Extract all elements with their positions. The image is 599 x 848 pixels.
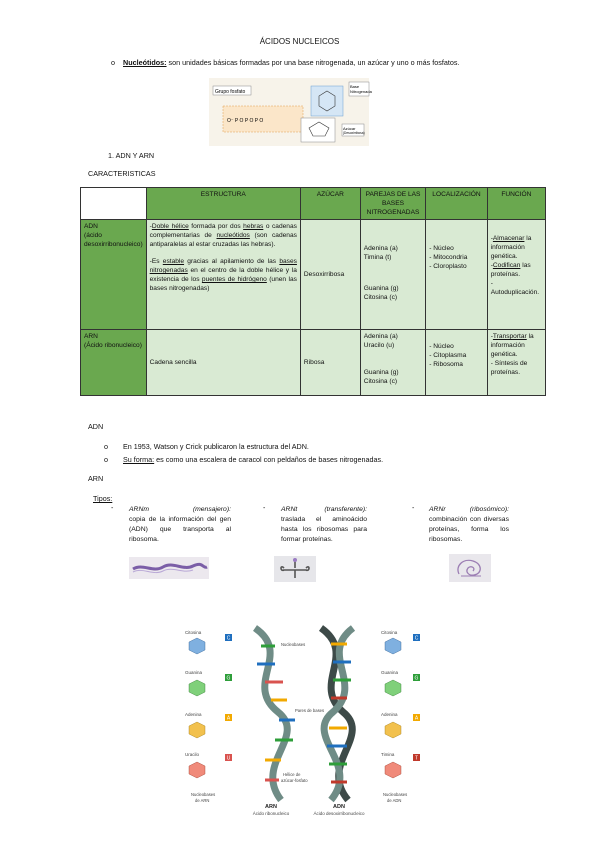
svg-text:Azúcar: Azúcar <box>343 126 356 131</box>
left-base-0: Citosina <box>185 630 202 635</box>
adn-bullet-1: En 1953, Watson y Crick publicaron la estructura del ADN. <box>123 442 309 451</box>
adn-bullet-2: Su forma: es como una escalera de caracol con peldaños de bases nitrogenadas. <box>123 455 384 464</box>
svg-text:A: A <box>414 715 419 722</box>
arn-localizacion: - Núcleo - Citoplasma - Ribosoma <box>426 330 487 396</box>
adn-bullet-2-marker: o <box>104 455 108 464</box>
svg-text:G: G <box>226 675 231 682</box>
svg-text:Base: Base <box>350 84 360 89</box>
left-base-3: Uracilo <box>185 752 200 757</box>
tipos-label: Tipos: <box>93 494 113 503</box>
svg-text:Nitrogenada: Nitrogenada <box>350 89 372 94</box>
type-arnm: ARNm (mensajero): copia de la información del gen (ADN) que transporta al ribosoma. <box>129 506 231 543</box>
header-funcion: FUNCIÓN <box>487 188 545 220</box>
arnt-image <box>274 556 316 582</box>
right-caption-2: de ADN <box>387 798 402 803</box>
type-arnr: ARNr (ribosómico): combinación con diversas proteínas, forma los ribosomas. <box>429 506 509 543</box>
label-pares: Pares de bases <box>295 708 325 713</box>
nucleotide-diagram <box>209 78 372 146</box>
adn-estructura: -Doble hélice formada por dos hebras o cadenas complementarias de nucleótidos (son cadenas antiparalelas al estar cruzadas las hebras). -Es estable gracias al apilamiento de las bases nitrogenadas en el centro de la doble hélice y la existencia de los puentes de hidrógeno (unen las bases nitrogenadas) <box>146 220 300 330</box>
right-base-1: Guanina <box>381 670 399 675</box>
left-caption-1: Nucleobases <box>191 792 216 797</box>
page-title: ÁCIDOS NUCLEICOS <box>259 37 340 46</box>
adn-parejas: Adenina (a) Timina (t) Guanina (g) Citosina (c) <box>360 220 426 330</box>
characteristics-table <box>80 187 546 396</box>
label-helice-2: azúcar-fosfato <box>281 778 308 783</box>
intro-line <box>123 58 563 67</box>
adn-sub: Ácido desoxirribonucleico <box>313 811 365 816</box>
adn-funcion: -Almacenar la información genética. -Codifican las proteínas. - Autoduplicación. <box>487 220 545 330</box>
right-base-0: Citosina <box>381 630 398 635</box>
svg-text:(Desoxirribosa): (Desoxirribosa) <box>343 131 365 135</box>
adn-bullet-1-marker: o <box>104 442 108 451</box>
svg-text:G: G <box>414 675 419 682</box>
intro-bullet: o <box>111 58 115 67</box>
arnm-image <box>129 557 209 579</box>
section-adn-arn: 1. ADN Y ARN <box>108 151 155 160</box>
type-arnt: ARNt (transferente): traslada el aminoácido hasta los ribosomas para formar proteínas. <box>281 506 367 543</box>
svg-text:U: U <box>226 755 231 762</box>
header-parejas: PAREJAS DE LAS BASES NITROGENADAS <box>360 188 426 220</box>
adn-label: ADN <box>333 804 345 810</box>
header-azucar: AZÚCAR <box>300 188 360 220</box>
row-arn-name: ARN (Ácido ribonucleico) <box>81 330 147 396</box>
label-helice-1: Hélice de <box>283 772 301 777</box>
arn-estructura: Cadena sencilla <box>146 330 300 396</box>
svg-text:O⁻ P O P O P O: O⁻ P O P O P O <box>227 118 264 124</box>
arn-funcion: -Transportar la información genética. - Síntesis de proteínas. <box>487 330 545 396</box>
arn-parejas: Adenina (a) Uracilo (u) Guanina (g) Citosina (c) <box>360 330 426 396</box>
arn-heading: ARN <box>88 474 104 483</box>
adn-heading: ADN <box>88 422 104 431</box>
left-base-1: Guanina <box>185 670 203 675</box>
left-base-2: Adenina <box>185 712 202 717</box>
left-caption-2: de ARN <box>195 798 210 803</box>
arn-label: ARN <box>265 804 277 810</box>
arnr-image <box>449 554 491 582</box>
svg-text:C: C <box>226 635 231 642</box>
right-base-2: Adenina <box>381 712 398 717</box>
phosphate-label: Grupo fosfato <box>215 89 246 95</box>
intro-text: son unidades básicas formadas por una base nitrogenada, un azúcar y uno o más fosfatos. <box>166 58 460 67</box>
header-localizacion: LOCALIZACIÓN <box>426 188 487 220</box>
table-corner <box>81 188 147 220</box>
dna-rna-figure <box>183 624 423 820</box>
adn-azucar: Desoxirribosa <box>300 220 360 330</box>
label-nucleobases: Nucleobases <box>281 642 306 647</box>
svg-text:C: C <box>414 635 419 642</box>
arn-sub: Ácido ribonucleico <box>252 811 290 816</box>
right-caption-1: Nucleobases <box>383 792 408 797</box>
adn-localizacion: - Núcleo - Mitocondria - Cloroplasto <box>426 220 487 330</box>
svg-text:A: A <box>226 715 231 722</box>
header-estructura: ESTRUCTURA <box>146 188 300 220</box>
caracteristicas-heading: CARACTERISTICAS <box>88 169 156 178</box>
right-base-3: Timina <box>381 752 395 757</box>
svg-text:T: T <box>414 755 419 762</box>
intro-term: Nucleótidos: <box>123 58 167 67</box>
arn-azucar: Ribosa <box>300 330 360 396</box>
row-adn-name: ADN (ácido desoxirribonucleico) <box>81 220 147 330</box>
